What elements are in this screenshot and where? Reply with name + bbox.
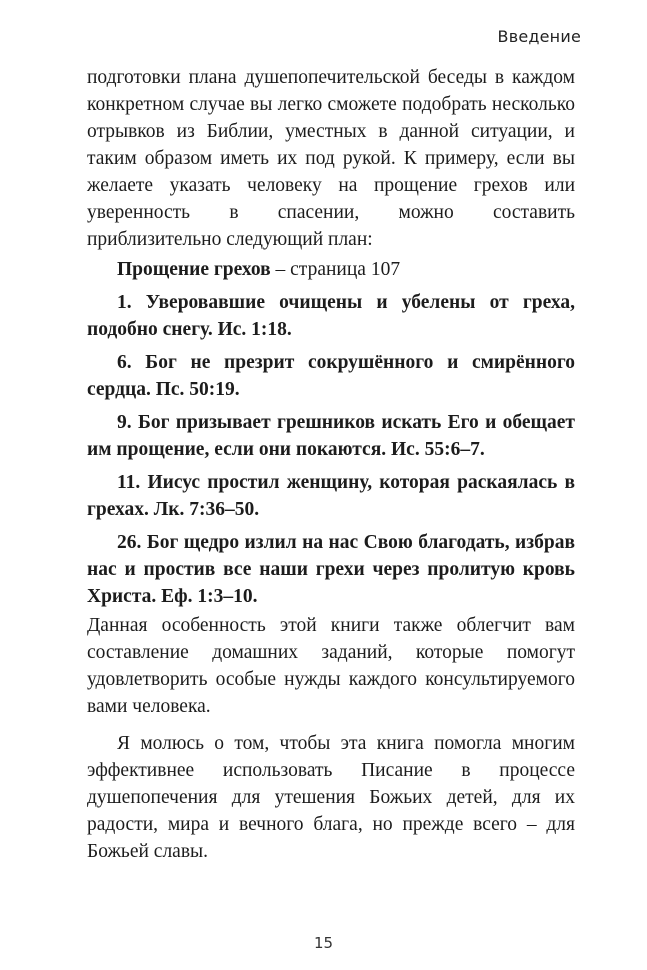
- page-number: 15: [313, 934, 334, 952]
- prayer-paragraph: Я молюсь о том, чтобы эта книга помогла многим эффективнее использовать Писание в процессе душепопечения для утешения Божьих детей, для их радости, мира и вечного блага, но прежде всего – для Божьей славы.: [87, 733, 575, 862]
- outline-item: 1. Уверовавшие очищены и убелены от греха, подобно снегу. Ис. 1:18.: [87, 292, 575, 340]
- outline-title: Прощение грехов: [117, 259, 271, 280]
- intro-paragraph: подготовки плана душепопечительской беседы в каждом конкретном случае вы легко сможете подобрать несколько отрывков из Библии, уместных в данной ситуации, и таким образом иметь их под рукой. К примеру, если вы желаете указать человеку на прощение грехов или уверенность в спасении, можно составить приблизительно следующий план:: [87, 67, 575, 250]
- body-text: [87, 64, 575, 865]
- outline-item: 6. Бог не презрит сокрушённого и смирённого сердца. Пс. 50:19.: [87, 352, 575, 400]
- outline-title-line: [87, 256, 575, 283]
- outline-item: 26. Бог щедро излил на нас Свою благодать, избрав нас и простив все наши грехи через пролитую кровь Христа. Еф. 1:3–10.: [87, 532, 575, 607]
- running-head: Введение: [497, 27, 581, 46]
- outline-item: 11. Иисус простил женщину, которая раскаялась в грехах. Лк. 7:36–50.: [87, 472, 575, 520]
- outline-title-suffix: – страница 107: [270, 259, 401, 280]
- followup-paragraph: Данная особенность этой книги также облегчит вам составление домашних заданий, которые помогут удовлетворить особые нужды каждого консультируемого вами человека.: [87, 615, 575, 717]
- outline-item: 9. Бог призывает грешников искать Его и обещает им прощение, если они покаются. Ис. 55:6–7.: [87, 412, 575, 460]
